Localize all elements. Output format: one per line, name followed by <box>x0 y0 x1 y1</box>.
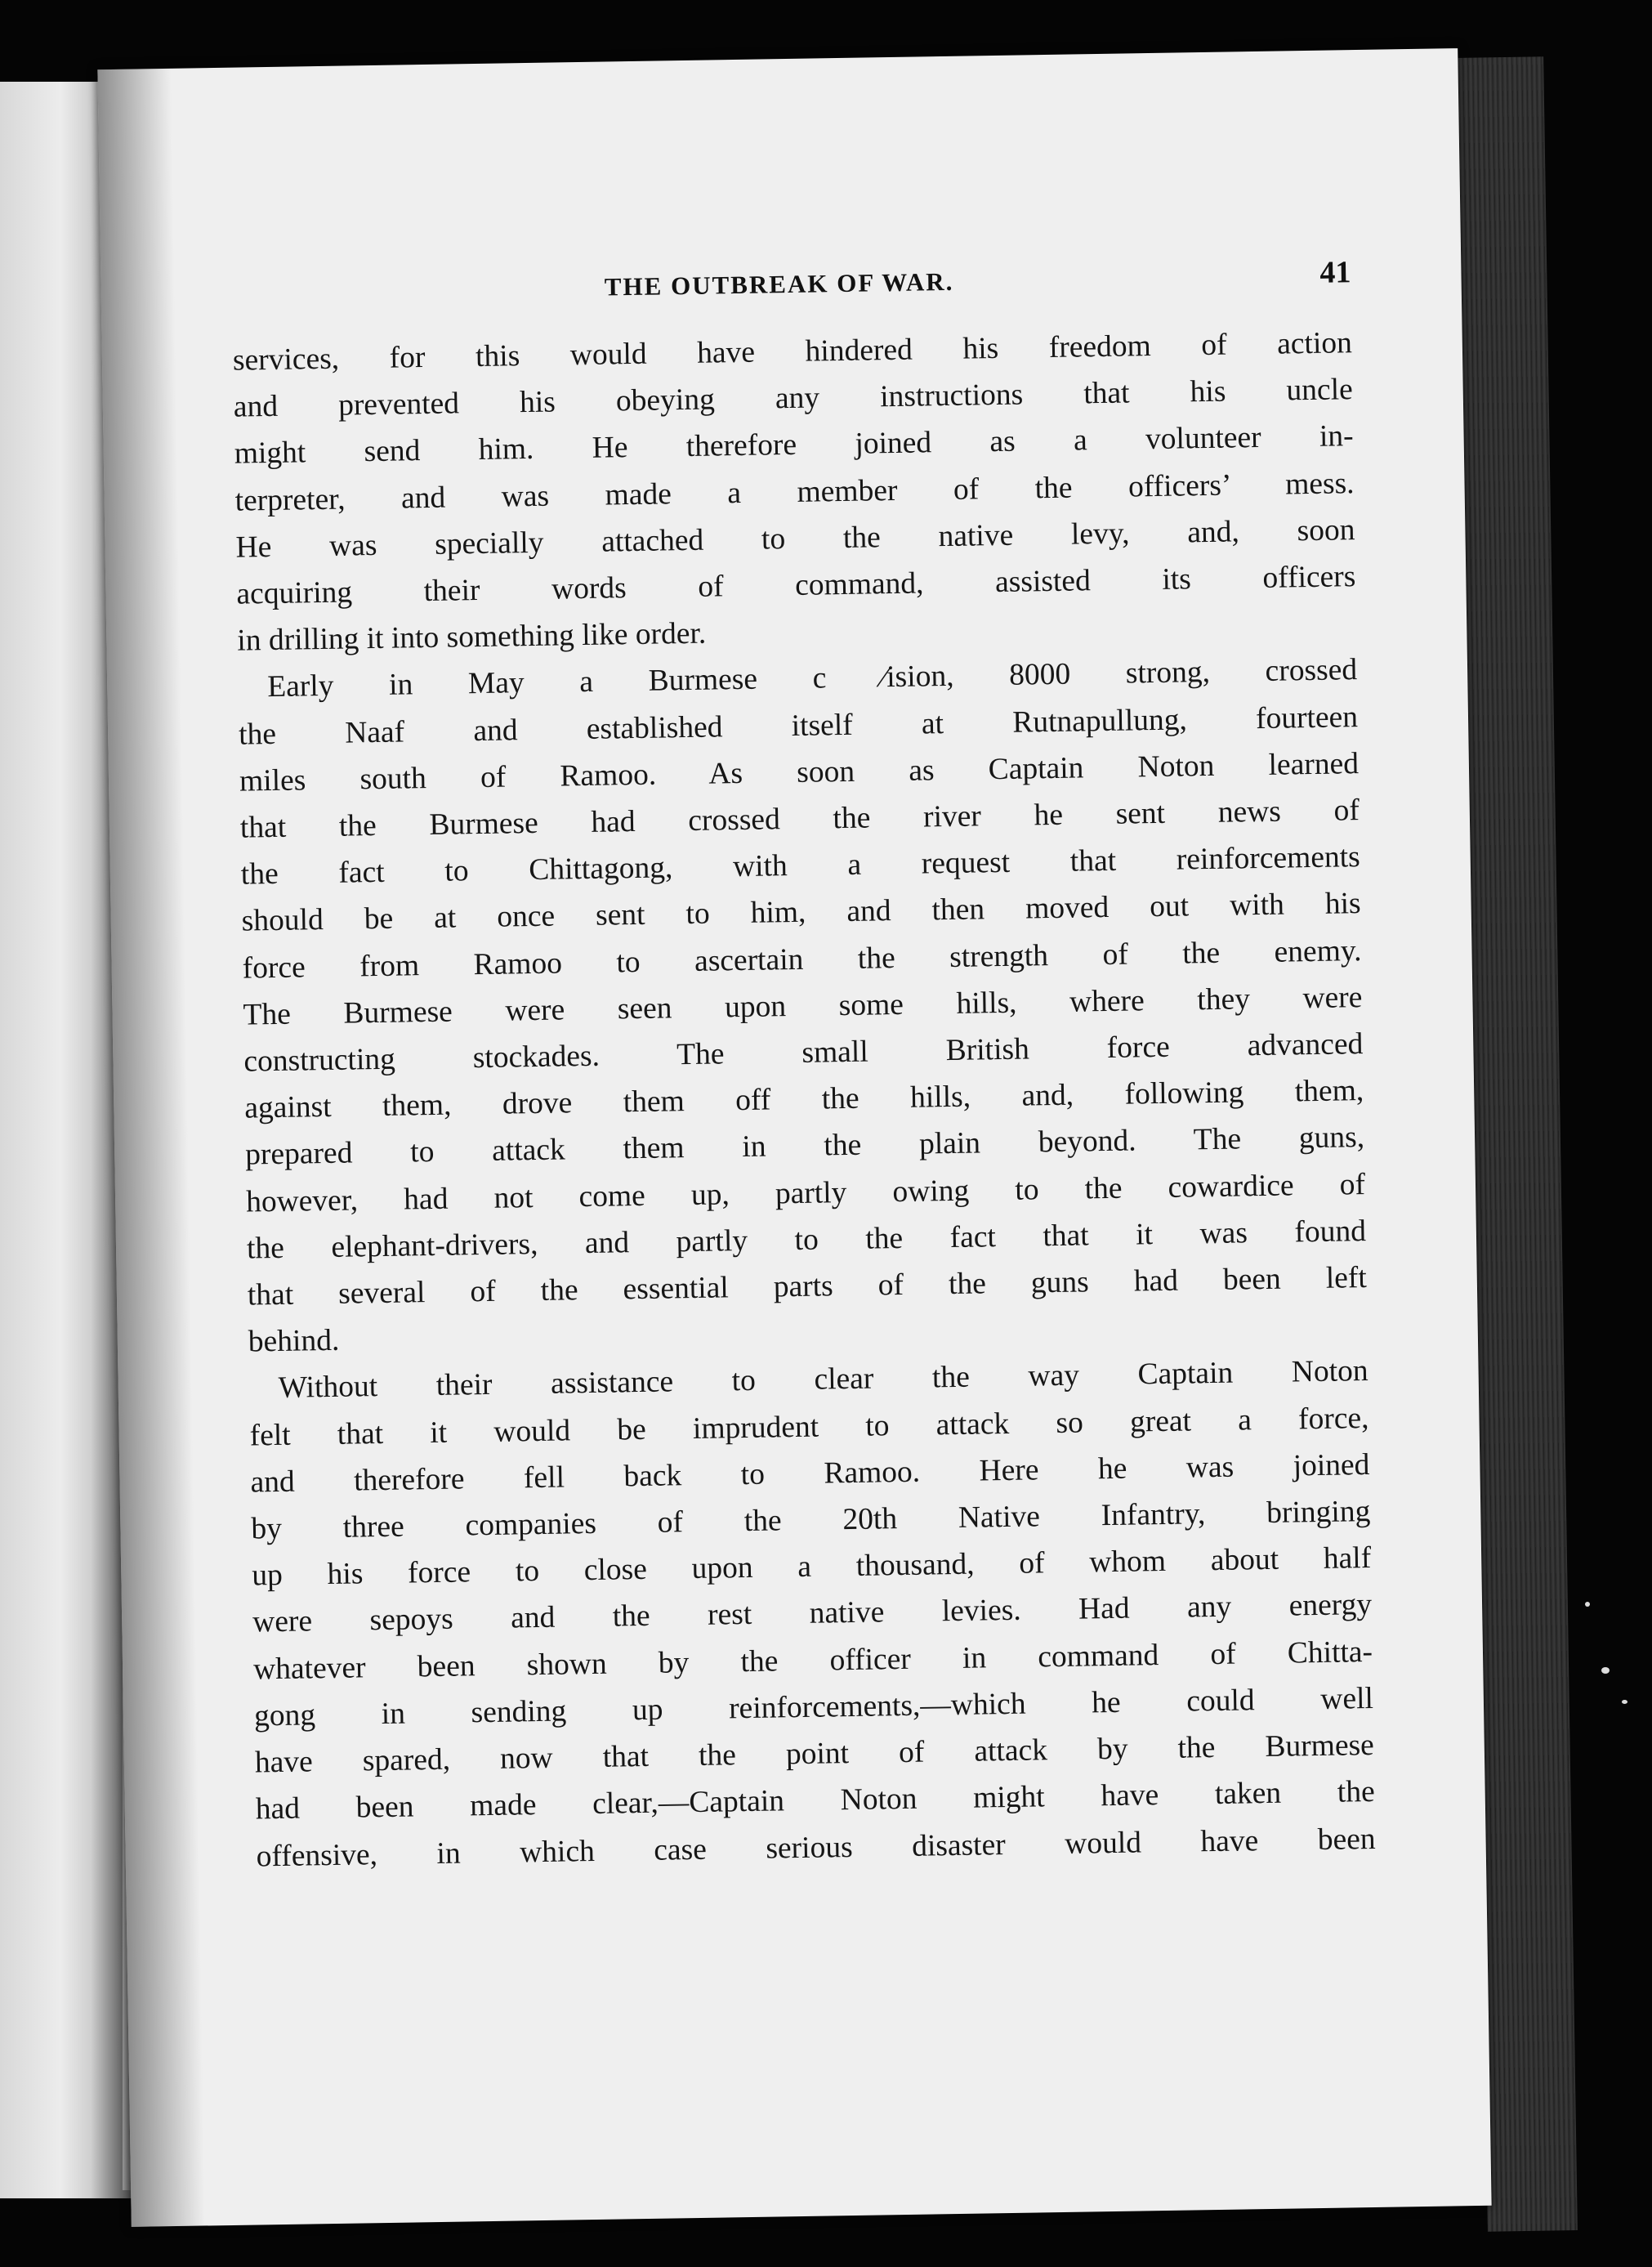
text-line: services, for this would have hindered his freedom of action <box>232 326 1353 378</box>
text-line: force from Ramoo to ascertain the strength of the enemy. <box>242 933 1362 986</box>
text-line: offensive, in which case serious disaster would have been <box>256 1822 1376 1873</box>
text-line: were sepoys and the rest native levies. Had any energy <box>252 1588 1373 1639</box>
text-line: however, had not come up, partly owing to the cowardice of <box>245 1167 1366 1219</box>
page-number: 41 <box>1319 255 1351 290</box>
text-line: that the Burmese had crossed the river he sent news of <box>239 794 1360 845</box>
text-line: the elephant-drivers, and partly to the fact that it was found <box>246 1214 1367 1266</box>
text-line: acquiring their words of command, assisted its officers <box>236 560 1356 611</box>
page-sheet <box>97 48 1491 2227</box>
text-line: have spared, now that the point of attack by the Burmese <box>254 1728 1375 1780</box>
dust-speck <box>1601 1667 1610 1674</box>
text-line: miles south of Ramoo. As soon as Captain Noton learned <box>239 746 1360 798</box>
text-line: should be at once sent to him, and then moved out with his <box>241 887 1361 939</box>
text-line: by three companies of the 20th Native Infantry, bringing <box>251 1495 1371 1546</box>
running-head: THE OUTBREAK OF WAR. <box>604 266 954 302</box>
dust-speck <box>1585 1602 1590 1607</box>
body-text <box>233 320 1376 1880</box>
text-line: Without their assistance to clear the way Captain Noton <box>278 1354 1368 1406</box>
text-line: constructing stockades. The small British force advanced <box>243 1027 1364 1079</box>
text-line: Early in May a Burmese c ⁄ision, 8000 strong, crossed <box>266 653 1358 704</box>
text-line: and prevented his obeying any instructions that his uncle <box>233 373 1354 424</box>
text-line: had been made clear,—Captain Noton might have taken the <box>255 1775 1375 1827</box>
text-line: that several of the essential parts of the guns had been left <box>247 1261 1368 1312</box>
text-line: up his force to close upon a thousand, of whom about half <box>252 1541 1372 1593</box>
text-line: felt that it would be imprudent to attack so great a force, <box>249 1401 1369 1453</box>
text-line: prepared to attack them in the plain beyond. The guns, <box>244 1120 1365 1173</box>
text-line: The Burmese were seen upon some hills, where they were <box>243 980 1363 1032</box>
text-line: in drilling it into something like order. <box>237 616 707 658</box>
dust-speck <box>1622 1700 1627 1704</box>
text-line: He was specially attached to the native levy, and, soon <box>235 512 1355 565</box>
text-line: and therefore fell back to Ramoo. Here he was joined <box>250 1447 1370 1500</box>
text-line: against them, drove them off the hills, and, following them, <box>244 1074 1364 1125</box>
text-line: gong in sending up reinforcements,—which he could well <box>253 1681 1374 1733</box>
text-line: the fact to Chittagong, with a request that reinforcements <box>240 840 1361 892</box>
text-line: behind. <box>248 1324 340 1359</box>
page-header <box>231 255 1351 321</box>
text-line: terpreter, and was made a member of the officers’ mess. <box>234 466 1355 518</box>
text-line: whatever been shown by the officer in command of Chitta- <box>252 1634 1373 1687</box>
text-line: the Naaf and established itself at Rutnapullung, fourteen <box>238 700 1359 752</box>
text-line: might send him. He therefore joined as a volunteer in- <box>234 419 1354 472</box>
